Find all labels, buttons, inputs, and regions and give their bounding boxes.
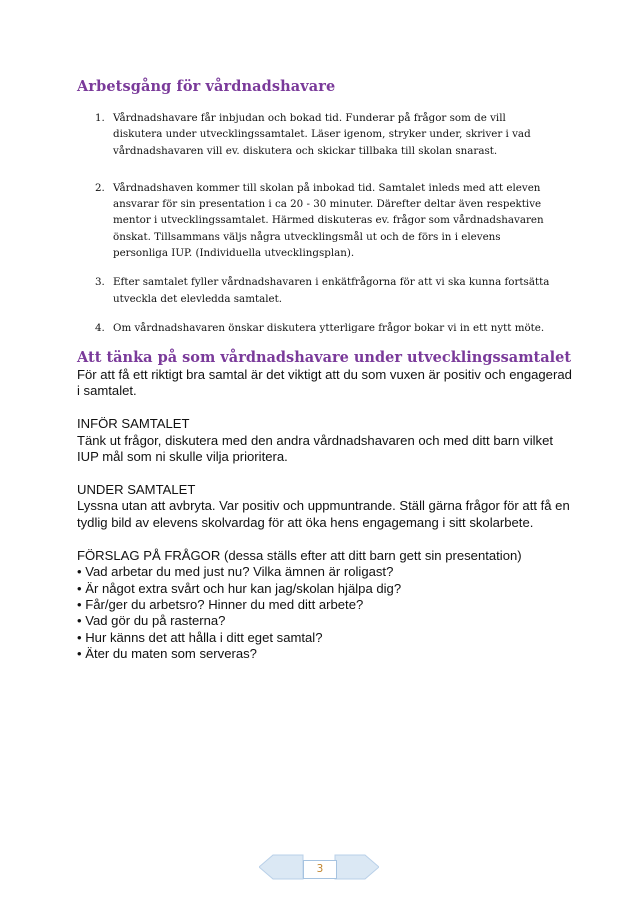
before-meeting-line: Tänk ut frågor, diskutera med den andra vårdnadshavaren och med ditt barn vilket bbox=[77, 432, 554, 448]
step-number: 1. bbox=[95, 112, 105, 124]
during-meeting-paragraph bbox=[77, 482, 577, 531]
process-step bbox=[77, 180, 567, 261]
process-step bbox=[77, 110, 567, 159]
step-line: Vårdnadshavare får inbjudan och bokad tid. Funderar på frågor som de vill bbox=[113, 112, 506, 124]
list-item: • Hur känns det att hålla i ditt eget samtal? bbox=[77, 629, 323, 645]
step-line: önskat. Tillsammans väljs några utvecklingsmål ut och de förs in i elevens bbox=[113, 230, 501, 243]
step-number: 4. bbox=[95, 321, 105, 334]
section-heading-process: Arbetsgång för vårdnadshavare bbox=[77, 78, 336, 95]
process-steps-list bbox=[77, 110, 567, 336]
section-heading-guardian-tips: Att tänka på som vårdnadshavare under utvecklingssamtalet bbox=[77, 349, 572, 366]
step-line: Vårdnadshaven kommer till skolan på inbokad tid. Samtalet inleds med att eleven bbox=[113, 181, 541, 194]
list-item: • Vad gör du på rasterna? bbox=[77, 613, 226, 629]
page-number: 3 bbox=[303, 860, 337, 879]
footer-ribbon-right bbox=[335, 855, 379, 879]
step-line: diskutera under utvecklingssamtalet. Läser igenom, stryker under, skriver i vad bbox=[113, 128, 531, 141]
list-item: • Får/ger du arbetsro? Hinner du med ditt arbete? bbox=[77, 596, 364, 612]
step-line: vårdnadshavaren vill ev. diskutera och skickar tillbaka till skolan snarast. bbox=[113, 144, 498, 157]
list-item: • Är något extra svårt och hur kan jag/skolan hjälpa dig? bbox=[77, 580, 402, 596]
step-line: personliga IUP. (Individuella utvecklingsplan). bbox=[113, 247, 355, 260]
intro-paragraph bbox=[77, 367, 577, 400]
during-meeting-line: Lyssna utan att avbryta. Var positiv och uppmuntrande. Ställ gärna frågor för att få en bbox=[77, 498, 570, 514]
before-meeting-paragraph bbox=[77, 416, 577, 465]
step-line: ansvarar för sin presentation i ca 20 - 30 minuter. Därefter deltar även respektive bbox=[113, 198, 542, 211]
during-meeting-line: tydlig bild av elevens skolvardag för att öka hens engagemang i sitt skolarbete. bbox=[77, 514, 534, 530]
question-list bbox=[77, 564, 577, 662]
guardian-tips-body bbox=[77, 367, 577, 663]
process-step bbox=[77, 320, 567, 336]
step-line: utveckla det elevledda samtalet. bbox=[113, 292, 283, 305]
before-meeting-label: INFÖR SAMTALET bbox=[77, 416, 190, 432]
before-meeting-line: IUP mål som ni skulle vilja prioritera. bbox=[77, 449, 288, 465]
during-meeting-label: UNDER SAMTALET bbox=[77, 482, 196, 498]
step-number: 3. bbox=[95, 276, 105, 289]
step-number: 2. bbox=[95, 181, 105, 194]
step-line: mentor i utvecklingssamtalet. Härmed diskuteras ev. frågor som vårdnadshavaren bbox=[113, 214, 544, 227]
list-item: • Äter du maten som serveras? bbox=[77, 646, 257, 662]
step-line: Efter samtalet fyller vårdnadshavaren i enkätfrågorna för att vi ska kunna fortsätta bbox=[113, 276, 550, 289]
footer-ribbon-left bbox=[259, 855, 303, 879]
process-step bbox=[77, 274, 567, 307]
intro-line: i samtalet. bbox=[77, 383, 137, 399]
question-suggestions bbox=[77, 548, 577, 663]
question-suggestions-label: FÖRSLAG PÅ FRÅGOR (dessa ställs efter att ditt barn gett sin presentation) bbox=[77, 547, 522, 563]
step-line: Om vårdnadshavaren önskar diskutera ytterligare frågor bokar vi in ett nytt möte. bbox=[113, 321, 545, 334]
list-item: • Vad arbetar du med just nu? Vilka ämnen är roligast? bbox=[77, 564, 394, 580]
intro-line: För att få ett riktigt bra samtal är det viktigt att du som vuxen är positiv och engagerad bbox=[77, 367, 572, 382]
